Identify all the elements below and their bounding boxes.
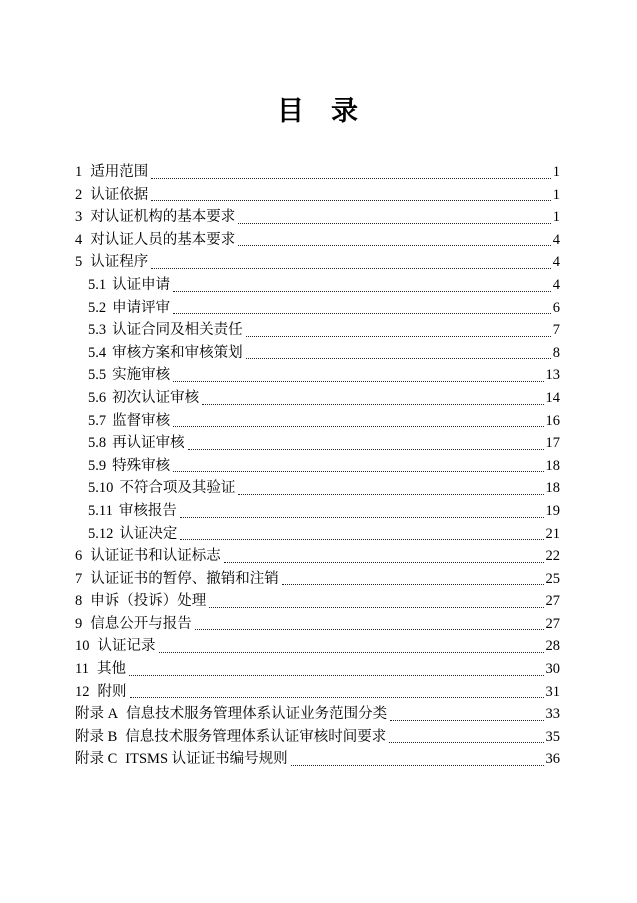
toc-entry[interactable] <box>75 364 560 387</box>
toc-entry-label: 审核报告 <box>118 502 177 519</box>
toc-entry-label: 认证决定 <box>119 525 178 542</box>
toc-entry-page: 16 <box>545 412 560 429</box>
toc-entry-number: 5.9 <box>88 457 107 474</box>
dot-leader <box>209 607 543 608</box>
toc-entry-page: 8 <box>552 344 560 361</box>
toc-entry-page: 1 <box>552 209 560 226</box>
toc-entry-number: 附录 B <box>75 728 118 745</box>
toc-entry-label: 适用范围 <box>90 164 149 180</box>
page-title: 目 录 <box>277 96 358 126</box>
toc-entry-number: 5.7 <box>88 412 107 429</box>
toc-entry-label: 认证申请 <box>112 276 171 293</box>
toc-entry-page: 4 <box>552 254 560 271</box>
dot-leader <box>238 494 543 495</box>
toc-entry-page: 1 <box>552 164 560 180</box>
toc-entry-label: 信息技术服务管理体系认证审核时间要求 <box>125 728 387 745</box>
toc-entry[interactable] <box>75 545 560 568</box>
toc-entry-label: 信息公开与报告 <box>90 615 192 632</box>
toc-entry-page: 4 <box>552 231 560 248</box>
dot-leader <box>173 291 551 292</box>
toc-entry-page: 25 <box>545 570 560 587</box>
toc-entry-label: ITSMS 认证证书编号规则 <box>125 751 288 768</box>
toc-entry-number: 5.3 <box>88 322 107 339</box>
toc-entry-label: 不符合项及其验证 <box>119 480 236 497</box>
toc-entry[interactable] <box>75 432 560 455</box>
toc-entry[interactable] <box>75 410 560 433</box>
toc-entry-number: 7 <box>75 570 83 587</box>
toc-entry-page: 31 <box>545 683 560 700</box>
toc-entry-number: 8 <box>75 593 83 610</box>
toc-entry-page: 14 <box>545 389 560 406</box>
toc-entry-page: 28 <box>545 638 560 655</box>
toc-entry-page: 4 <box>552 276 560 293</box>
toc-entry-label: 特殊审核 <box>112 457 171 474</box>
toc-entry-page: 18 <box>545 480 560 497</box>
toc-entry-label: 审核方案和审核策划 <box>112 344 243 361</box>
toc-entry[interactable] <box>75 635 560 658</box>
toc-entry-label: 认证记录 <box>97 638 156 655</box>
toc-entry-number: 5.11 <box>88 502 113 519</box>
toc-entry-number: 5.8 <box>88 435 107 452</box>
dot-leader <box>389 742 543 743</box>
toc-entry-number: 4 <box>75 231 83 248</box>
toc-entry[interactable] <box>75 206 560 229</box>
toc-entry[interactable] <box>75 613 560 636</box>
toc-entry-number: 3 <box>75 209 83 226</box>
dot-leader <box>180 539 543 540</box>
toc-entry[interactable] <box>75 387 560 410</box>
toc-entry[interactable] <box>75 319 560 342</box>
toc-entry-page: 27 <box>545 593 560 610</box>
toc-entry-label: 认证合同及相关责任 <box>112 322 243 339</box>
toc-entry[interactable] <box>75 455 560 478</box>
toc-entry[interactable] <box>75 342 560 365</box>
dot-leader <box>129 675 544 676</box>
dot-leader <box>173 426 543 427</box>
toc-entry[interactable] <box>75 161 560 184</box>
toc-entry-page: 36 <box>545 751 560 768</box>
dot-leader <box>188 449 544 450</box>
toc-entry-page: 17 <box>545 435 560 452</box>
toc-entry-number: 2 <box>75 186 83 203</box>
toc-entry-number: 5.6 <box>88 389 107 406</box>
toc-entry-number: 5.4 <box>88 344 107 361</box>
dot-leader <box>151 178 551 179</box>
toc-entry-number: 5.1 <box>88 276 107 293</box>
toc-entry[interactable] <box>75 748 560 771</box>
toc-entry-number: 5.12 <box>88 525 114 542</box>
dot-leader <box>202 404 543 405</box>
toc-entry-label: 监督审核 <box>112 412 171 429</box>
toc-entry-label: 认证程序 <box>90 254 149 271</box>
dot-leader <box>246 336 551 337</box>
toc-entry-page: 19 <box>545 502 560 519</box>
toc-entry-label: 附则 <box>97 683 127 700</box>
toc-entry-page: 6 <box>552 299 560 316</box>
toc-entry[interactable] <box>75 229 560 252</box>
toc-entry-number: 11 <box>75 661 89 678</box>
toc-entry-label: 其他 <box>96 661 126 678</box>
toc-entry-number: 6 <box>75 548 83 565</box>
toc-entry-page: 7 <box>552 322 560 339</box>
toc-entry-page: 35 <box>545 728 560 745</box>
toc-entry-number: 1 <box>75 164 83 180</box>
toc-entry-number: 附录 A <box>75 706 119 723</box>
toc-entry[interactable] <box>75 658 560 681</box>
dot-leader <box>390 720 543 721</box>
toc-entry-label: 信息技术服务管理体系认证业务范围分类 <box>126 706 388 723</box>
dot-leader <box>238 245 551 246</box>
toc-entry-page: 1 <box>552 186 560 203</box>
toc-entry-page: 21 <box>545 525 560 542</box>
toc-entry-label: 认证依据 <box>90 186 149 203</box>
toc-entry-label: 再认证审核 <box>112 435 185 452</box>
dot-leader <box>151 200 551 201</box>
dot-leader <box>238 223 551 224</box>
toc-entry-label: 对认证机构的基本要求 <box>90 209 236 226</box>
toc-list <box>75 161 560 771</box>
toc-entry-number: 10 <box>75 638 90 655</box>
toc-entry-label: 对认证人员的基本要求 <box>90 231 236 248</box>
toc-entry[interactable] <box>75 477 560 500</box>
toc-entry[interactable] <box>75 500 560 523</box>
toc-entry[interactable] <box>75 681 560 704</box>
toc-entry-page: 22 <box>545 548 560 565</box>
toc-entry-label: 申请评审 <box>112 299 171 316</box>
toc-entry-number: 9 <box>75 615 83 632</box>
dot-leader <box>159 652 544 653</box>
dot-leader <box>151 268 551 269</box>
dot-leader <box>173 471 543 472</box>
toc-entry-label: 初次认证审核 <box>112 389 200 406</box>
dot-leader <box>224 562 544 563</box>
toc-entry-number: 5.5 <box>88 367 107 384</box>
toc-entry-label: 认证证书和认证标志 <box>90 548 221 565</box>
toc-entry[interactable] <box>75 274 560 297</box>
toc-entry-label: 认证证书的暂停、撤销和注销 <box>90 570 279 587</box>
toc-entry-page: 27 <box>545 615 560 632</box>
toc-entry[interactable] <box>75 251 560 274</box>
dot-leader <box>180 517 544 518</box>
toc-entry-page: 30 <box>545 661 560 678</box>
toc-entry[interactable] <box>75 568 560 591</box>
toc-entry-number: 5.2 <box>88 299 107 316</box>
toc-entry-page: 18 <box>545 457 560 474</box>
dot-leader <box>282 584 544 585</box>
toc-entry[interactable] <box>75 297 560 320</box>
toc-entry-number: 附录 C <box>75 751 118 768</box>
toc-entry-label: 实施审核 <box>112 367 171 384</box>
toc-entry-page: 13 <box>545 367 560 384</box>
dot-leader <box>246 358 551 359</box>
toc-entry-number: 5.10 <box>88 480 114 497</box>
dot-leader <box>173 313 551 314</box>
toc-entry-page: 33 <box>545 706 560 723</box>
toc-entry-label: 申诉（投诉）处理 <box>90 593 207 610</box>
toc-entry[interactable] <box>75 590 560 613</box>
toc-entry[interactable] <box>75 523 560 546</box>
dot-leader <box>291 765 544 766</box>
toc-entry-number: 12 <box>75 683 90 700</box>
dot-leader <box>173 381 543 382</box>
toc-entry[interactable] <box>75 184 560 207</box>
dot-leader <box>130 697 544 698</box>
toc-entry[interactable] <box>75 726 560 749</box>
dot-leader <box>195 629 544 630</box>
toc-entry-number: 5 <box>75 254 83 271</box>
toc-entry[interactable] <box>75 703 560 726</box>
